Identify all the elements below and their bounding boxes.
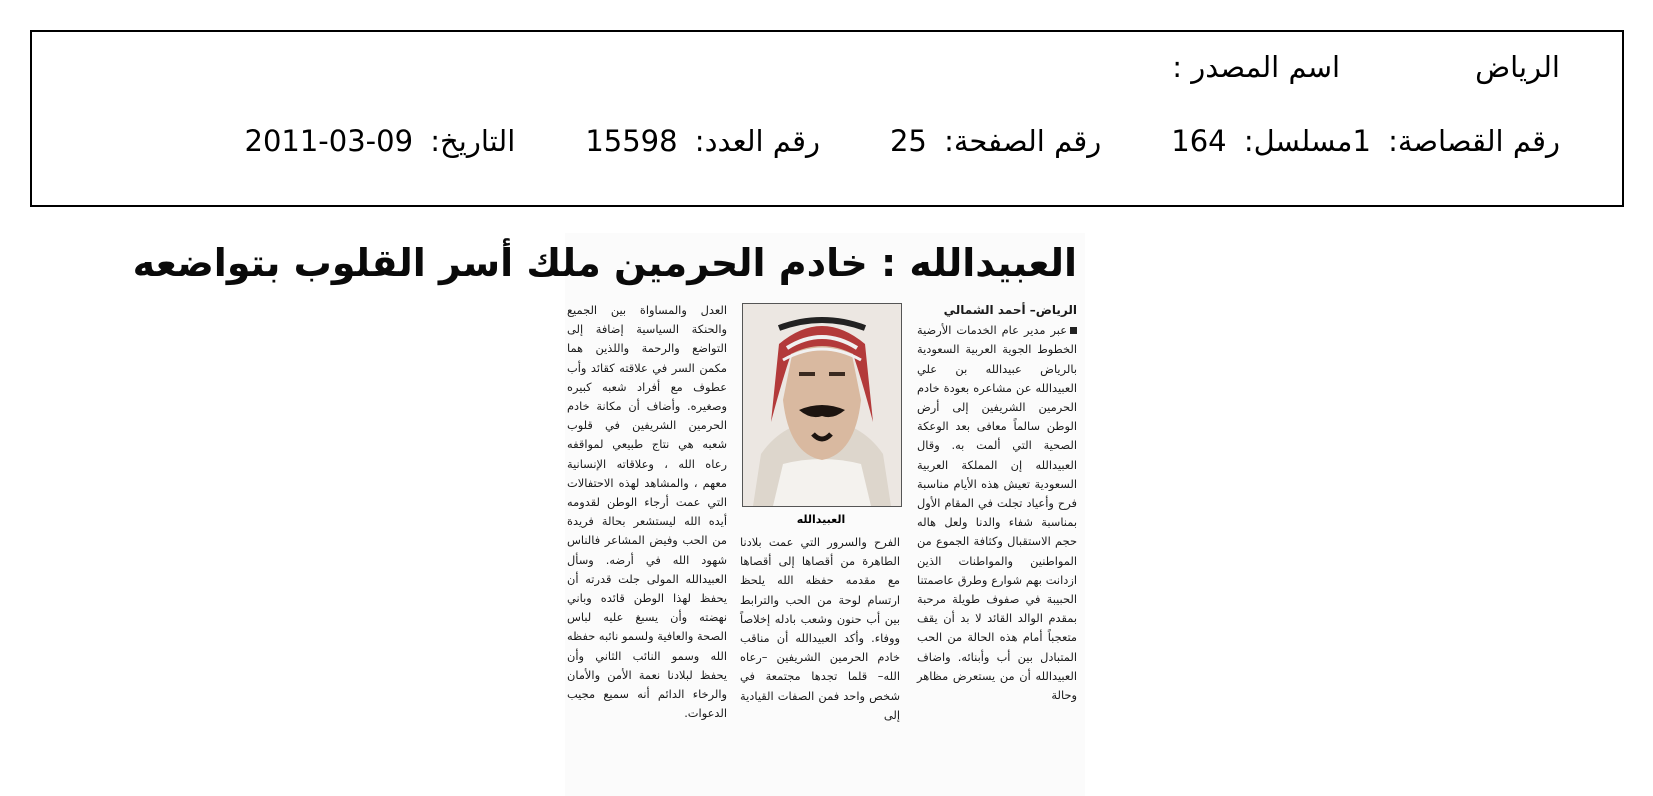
source-value: الرياض — [1475, 50, 1560, 84]
portrait-illustration — [743, 304, 901, 506]
bullet-square-icon — [1070, 327, 1077, 334]
column-left-text: العدل والمساواة بين الجميع والحنكة السياسية إضافة إلى التواضع والرحمة واللذين هما مكمن السر في علاقته كقائد وأب عطوف مع أفراد شعبه كبيره وصغيره. وأضاف أن مكانة خادم الحرمين الشريفين في قلوب شعبه هي نتاج طبيعي لمواقفه رعاه الله ، وعلاقاته الإنسانية معهم ، والمشاهد لهذه الاحتفالات التي عمت أرجاء الوطن لقدومه أيده الله ليستشعر بحالة فريدة من الحب وفيض المشاعر فالناس شهود الله في أرضه. وسأل العبيدالله المولى جلت قدرته أن يحفظ لهذا الوطن قائده وباني نهضته وأن يسبغ عليه لباس الصحة والعافية ولسمو نائبه حفظه الله وسمو النائب الثاني وأن يحفظ لبلادنا نعمة الأمن والأمان والرخاء الدائم أنه سميع مجيب الدعوات. — [567, 303, 727, 721]
page-field — [890, 124, 1101, 158]
newspaper-clipping — [132, 233, 1085, 796]
column-right-text: عبر مدير عام الخدمات الأرضية الخطوط الجوية العربية السعودية بالرياض عبيدالله بن علي العبيدالله عن مشاعره بعودة خادم الحرمين الشريفين إلى أرض الوطن سالماً معافى بعد الوعكة الصحية التي ألمت به. وقال العبيدالله إن المملكة العربية السعودية تعيش هذه الأيام مناسبة فرح وأعياد تجلت في المقام الأول بمناسبة شفاء والدنا ولعل هاله حجم الاستقبال وكثافة الجموع من المواطنين والمواطنات الذين ازدانت بهم شوارع وطرق عاصمتنا الحبيبة في صفوف طويلة مرحبة بمقدم الوالد القائد لا بد أن يقف متعجباً أمام هذه الحالة من الحب المتبادل بين أب وأبنائه. واضاف العبيدالله أن من يستعرض مظاهر وحالة — [917, 323, 1077, 703]
article-headline: العبيدالله : خادم الحرمين ملك أسر القلوب بتواضعه — [132, 241, 1077, 285]
date-label: التاريخ: — [430, 124, 516, 158]
details-row — [175, 124, 1561, 158]
clip-value: 1 — [1352, 124, 1371, 158]
article-column-left — [567, 301, 727, 723]
source-label: اسم المصدر : — [1172, 50, 1341, 84]
serial-value: 164 — [1171, 124, 1227, 158]
clipping-metadata-box — [30, 30, 1624, 207]
issue-field — [585, 124, 820, 158]
page-label: رقم الصفحة: — [944, 124, 1102, 158]
article-byline: الرياض– أحمد الشمالي — [943, 303, 1077, 317]
page-value: 25 — [889, 124, 927, 158]
issue-value: 15598 — [585, 124, 678, 158]
clip-label: رقم القصاصة: — [1388, 124, 1560, 158]
photo-caption: العبيدالله — [796, 513, 846, 526]
date-value: 2011-03-09 — [244, 124, 414, 158]
source-row — [1172, 50, 1560, 84]
serial-field — [1171, 124, 1352, 158]
column-middle-text: الفرح والسرور التي عمت بلادنا الطاهرة من أقصاها إلى أقصاها مع مقدمه حفظه الله يلحظ ارتسام لوحة من الحب والترابط بين أب حنون وشعب بادله إخلاصاً ووفاء. وأكد العبيدالله أن مناقب خادم الحرمين الشريفين –رعاه الله– قلما تجدها مجتمعة في شخص واحد فمن الصفات القيادية إلى — [740, 535, 900, 722]
portrait-photo — [742, 303, 902, 507]
clip-field — [1352, 124, 1560, 158]
date-field — [245, 124, 516, 158]
article-column-right — [917, 301, 1077, 705]
serial-label: مسلسل: — [1243, 124, 1353, 158]
article-column-middle — [740, 533, 900, 725]
issue-label: رقم العدد: — [694, 124, 820, 158]
